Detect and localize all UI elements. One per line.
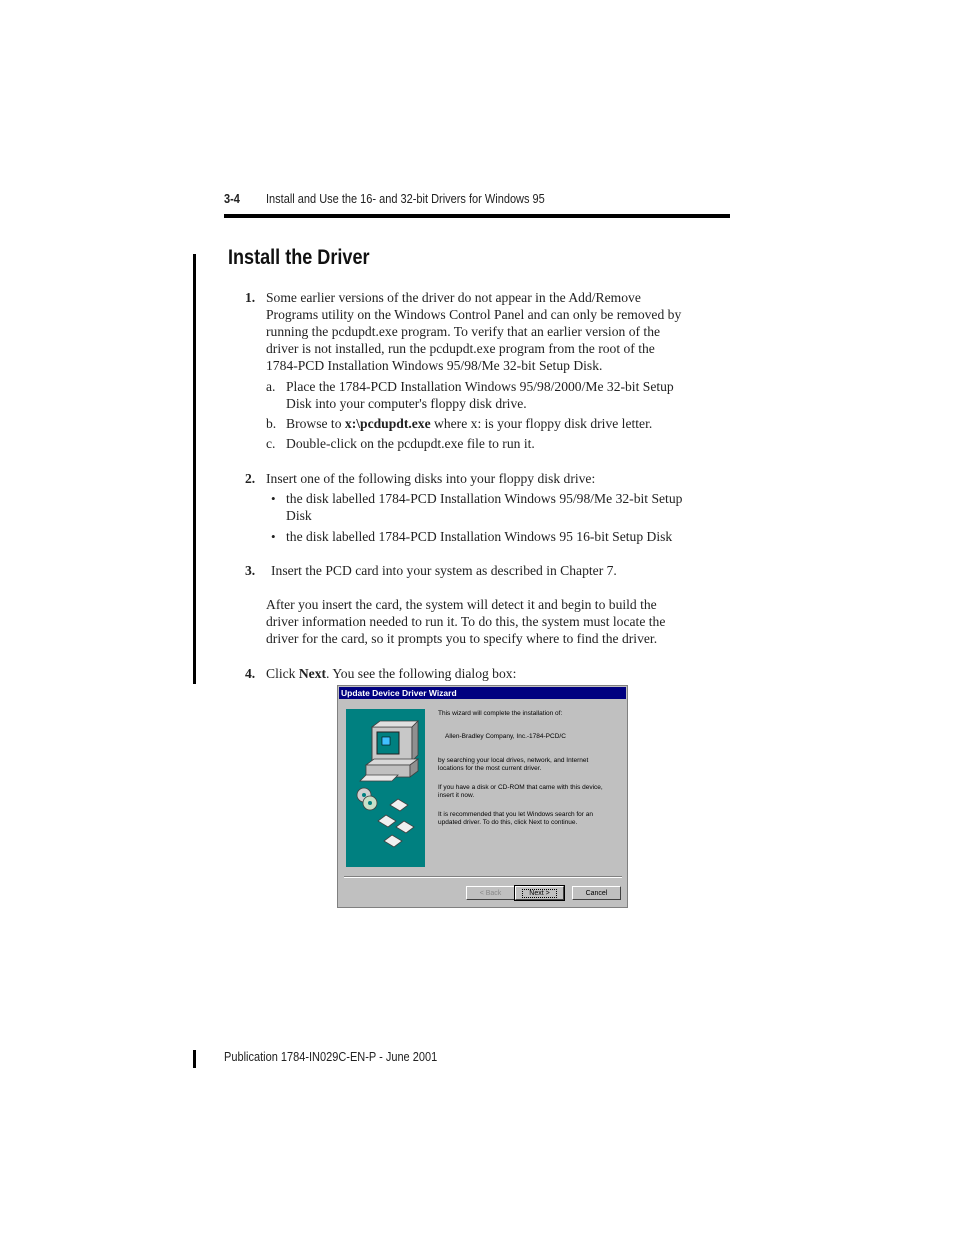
next-button-label: Next >: [522, 889, 556, 898]
step-1b-text: Browse to x:\pcdupdt.exe where x: is your floppy disk drive letter.: [286, 416, 653, 431]
publication-footer: Publication 1784-IN029C-EN-P - June 2001: [224, 1050, 438, 1064]
dialog-device-name: Allen-Bradley Company, Inc.-1784-PCD/C: [445, 733, 566, 740]
dialog-separator: [344, 876, 622, 878]
step-1-number: 1.: [245, 290, 256, 305]
step-4-number: 4.: [245, 666, 256, 681]
bullet-2: •: [271, 529, 276, 544]
update-driver-dialog: [337, 685, 628, 908]
cancel-button[interactable]: Cancel: [572, 886, 621, 900]
step-1-text: Some earlier versions of the driver do not appear in the Add/Remove Programs utility on the Windows Control Panel and can only be removed by running the pcdupdt.exe program. To verify that an earlier version of the driver is not installed, run the pcdupdt.exe program from the root of the 1784-PCD Installation Windows 95/98/Me 32-bit Setup Disk.: [266, 290, 682, 373]
next-button[interactable]: [515, 886, 564, 900]
back-button[interactable]: < Back: [466, 886, 515, 900]
dialog-intro: This wizard will complete the installation of:: [438, 710, 563, 717]
dialog-paragraph-2: If you have a disk or CD-ROM that came with this device, insert it now.: [438, 784, 603, 799]
step-3-number: 3.: [245, 563, 256, 578]
dialog-paragraph-1: by searching your local drives, network, and Internet locations for the most current driver.: [438, 757, 589, 772]
step-3-text: Insert the PCD card into your system as described in Chapter 7.: [271, 563, 617, 578]
step-1a-label: a.: [266, 379, 276, 394]
footer-change-bar: [193, 1050, 196, 1068]
section-title: Install the Driver: [228, 246, 370, 269]
step-1b-label: b.: [266, 416, 277, 431]
step-2-bullet-2-text: the disk labelled 1784-PCD Installation Windows 95 16-bit Setup Disk: [286, 529, 673, 544]
step-1a-text: Place the 1784-PCD Installation Windows 95/98/2000/Me 32-bit Setup Disk into your computer's floppy disk drive.: [286, 379, 674, 411]
page-number: 3-4: [224, 192, 240, 206]
step-1c-label: c.: [266, 436, 276, 451]
step-1c-text: Double-click on the pcdupdt.exe file to run it.: [286, 436, 535, 451]
step-3-paragraph: After you insert the card, the system will detect it and begin to build the driver information needed to run it. To do this, the system must locate the driver for the card, so it prompts you to specify where to find the driver.: [266, 597, 666, 646]
dialog-paragraph-3: It is recommended that you let Windows search for an updated driver. To do this, click Next to continue.: [438, 811, 593, 826]
bullet-1: •: [271, 491, 276, 506]
step-2-bullet-1-text: the disk labelled 1784-PCD Installation Windows 95/98/Me 32-bit Setup Disk: [286, 491, 683, 523]
step-2-number: 2.: [245, 471, 256, 486]
chapter-title: Install and Use the 16- and 32-bit Drivers for Windows 95: [266, 192, 545, 206]
wizard-computer-icon: [346, 709, 425, 867]
change-bar: [193, 254, 196, 684]
header-rule: [224, 214, 730, 218]
dialog-title-bar: Update Device Driver Wizard: [339, 687, 626, 699]
step-4-text: Click Next. You see the following dialog box:: [266, 666, 517, 681]
step-2-text: Insert one of the following disks into your floppy disk drive:: [266, 471, 596, 486]
